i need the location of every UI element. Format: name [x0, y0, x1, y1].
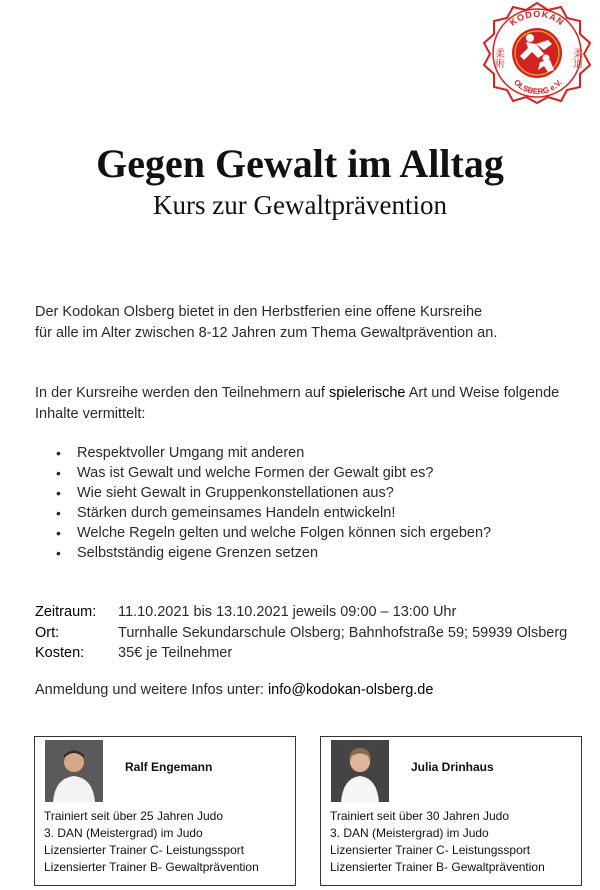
qualification-line: Lizensierter Trainer B- Gewaltprävention [330, 860, 545, 874]
detail-value: 35€ je Teilnehmer [118, 645, 233, 662]
detail-row-period [35, 602, 595, 623]
list-item: • Was ist Gewalt und welche Formen der Gewalt gibt es? [48, 463, 568, 483]
logo-top-text: KODOKAN [507, 8, 567, 28]
trainer-qualifications [330, 808, 578, 876]
list-item: • Respektvoller Umgang mit anderen [48, 443, 568, 463]
course-details [35, 602, 595, 664]
qualification-line: Lizensierter Trainer B- Gewaltprävention [44, 860, 259, 874]
club-logo [478, 2, 596, 104]
qualification-line: Lizensierter Trainer C- Leistungssport [44, 843, 245, 857]
list-item: • Welche Regeln gelten und welche Folgen können sich ergeben? [48, 523, 568, 543]
email-link[interactable]: info@kodokan-olsberg.de [267, 682, 434, 698]
trainer-name: Ralf Engemann [125, 760, 213, 774]
logo-left-glyphs: 柔術 [492, 48, 504, 68]
trainer-name: Julia Drinhaus [411, 760, 494, 774]
contents-paragraph [35, 383, 575, 425]
registration-line [35, 682, 433, 698]
detail-row-location [35, 623, 595, 644]
qualification-line: 3. DAN (Meistergrad) im Judo [330, 826, 489, 840]
intro-line: für alle im Alter zwischen 8-12 Jahren zum Thema Gewaltprävention an. [35, 325, 498, 341]
intro-line: Der Kodokan Olsberg bietet in den Herbstferien eine offene Kursreihe [35, 304, 483, 320]
detail-label: Kosten: [35, 645, 85, 662]
registration-text: Anmeldung und weitere Infos unter: [35, 682, 268, 698]
detail-value: Turnhalle Sekundarschule Olsberg; Bahnhofstraße 59; 59939 Olsberg [118, 624, 568, 641]
qualification-line: Trainiert seit über 25 Jahren Judo [44, 809, 223, 823]
page-subtitle: Kurs zur Gewaltprävention [153, 190, 447, 220]
detail-label: Zeitraum: [35, 604, 97, 621]
contents-text: In der Kursreihe werden den Teilnehmern auf [35, 385, 329, 401]
qualification-line: Lizensierter Trainer C- Leistungssport [330, 843, 531, 857]
page-title: Gegen Gewalt im Alltag [96, 141, 504, 186]
logo-right-glyphs: 柔道 [570, 48, 582, 68]
detail-label: Ort: [35, 624, 60, 641]
qualification-line: Trainiert seit über 30 Jahren Judo [330, 809, 509, 823]
list-item: • Selbstständig eigene Grenzen setzen [48, 543, 568, 563]
detail-row-cost [35, 643, 595, 664]
trainer-card [34, 736, 296, 886]
logo-bottom-text: OLSBERG e.V. [512, 77, 564, 97]
contents-list [48, 443, 568, 563]
contents-highlight: spielerische [328, 385, 406, 401]
list-item: • Wie sieht Gewalt in Gruppenkonstellationen aus? [48, 483, 568, 503]
contents-text: Art und Weise folgende Inhalte vermittelt: [35, 385, 560, 422]
detail-value: 11.10.2021 bis 13.10.2021 jeweils 09:00 – 13:00 Uhr [118, 604, 457, 621]
qualification-line: 3. DAN (Meistergrad) im Judo [44, 826, 203, 840]
trainer-photo [45, 740, 103, 802]
trainer-card [320, 736, 582, 886]
intro-paragraph [35, 302, 575, 344]
trainer-photo [331, 740, 389, 802]
list-item: • Stärken durch gemeinsames Handeln entwickeln! [48, 503, 568, 523]
trainer-qualifications [44, 808, 292, 876]
